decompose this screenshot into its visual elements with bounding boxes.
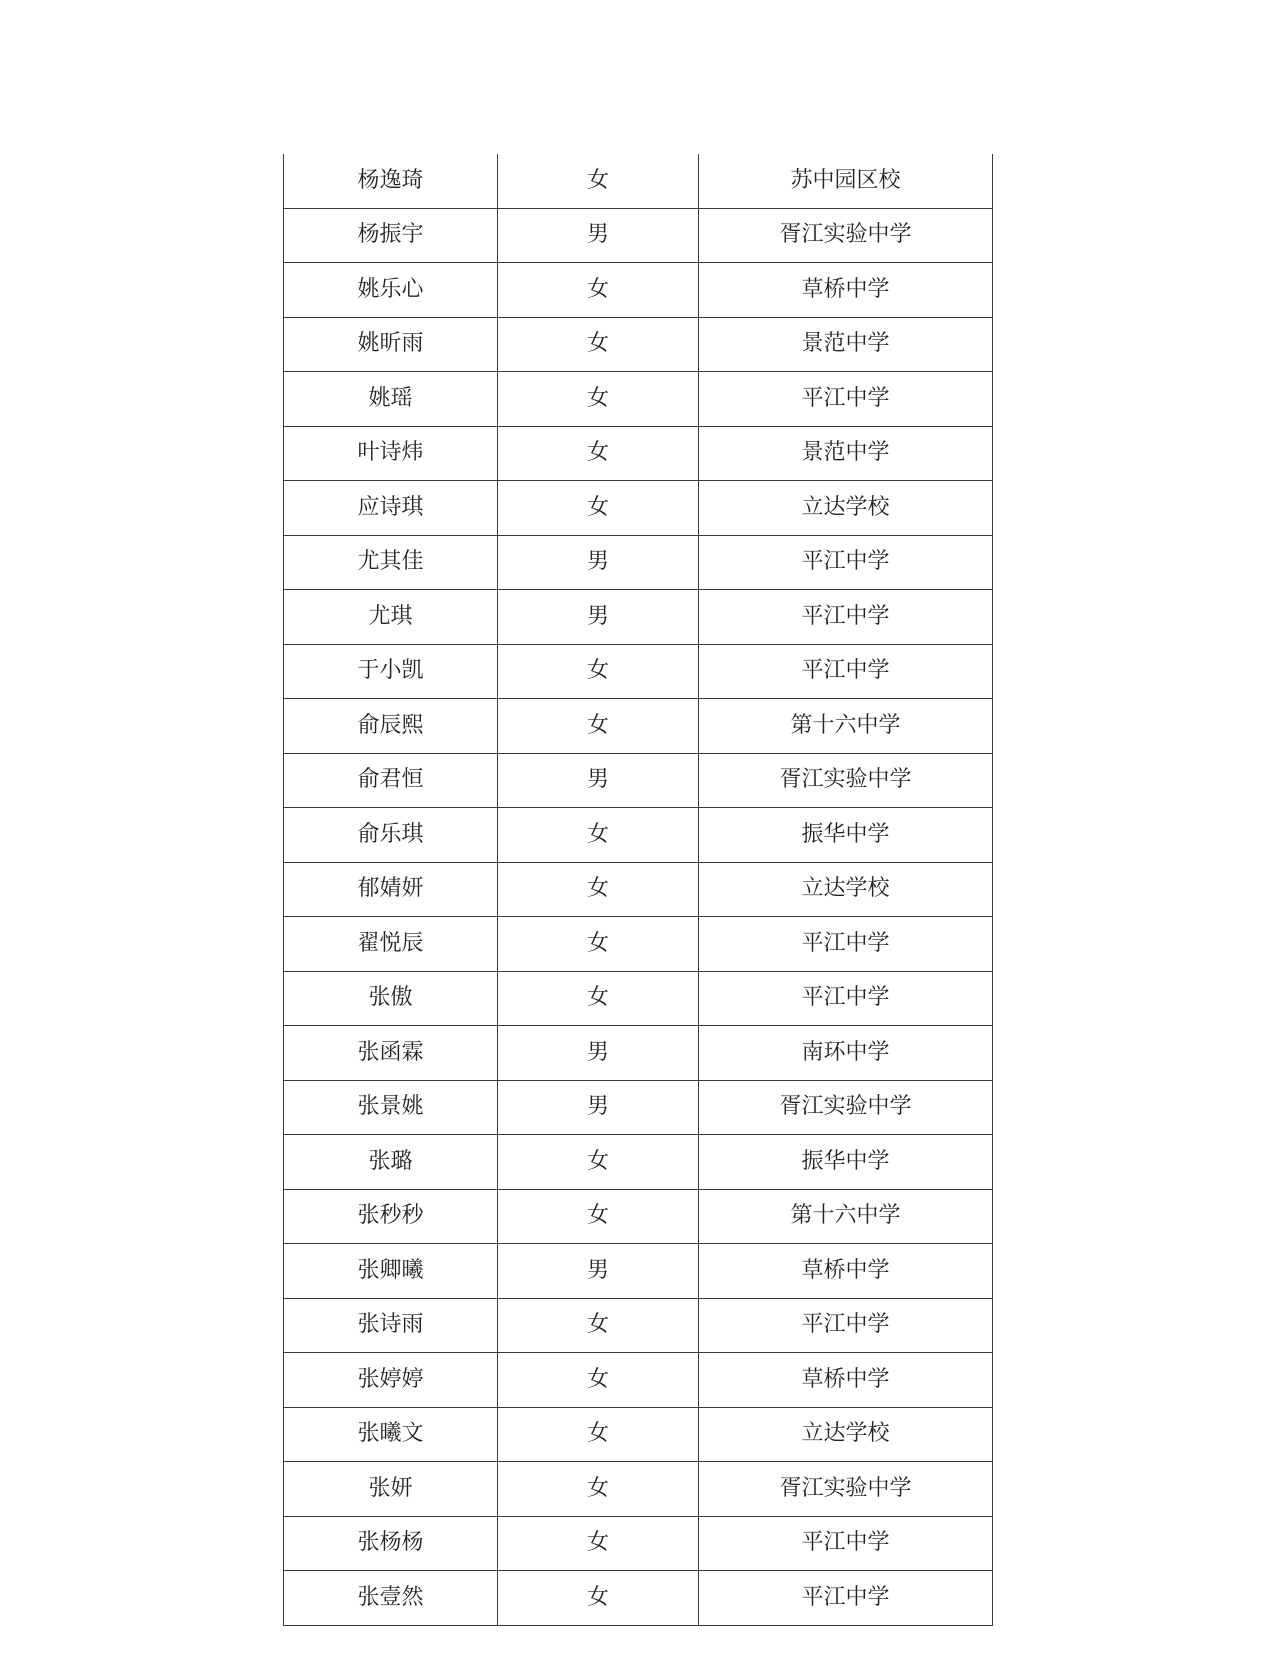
table-row — [284, 699, 993, 754]
table-row — [284, 1026, 993, 1081]
table-row — [284, 1353, 993, 1408]
name-cell: 应诗琪 — [284, 481, 498, 536]
name-cell: 张函霖 — [284, 1026, 498, 1081]
name-cell: 张杨杨 — [284, 1516, 498, 1571]
table-row — [284, 1189, 993, 1244]
gender-cell: 女 — [498, 1135, 699, 1190]
name-cell: 张诗雨 — [284, 1298, 498, 1353]
school-cell: 胥江实验中学 — [699, 1462, 993, 1517]
table-row — [284, 1080, 993, 1135]
table-row — [284, 317, 993, 372]
name-cell: 尤琪 — [284, 590, 498, 645]
school-cell: 草桥中学 — [699, 1244, 993, 1299]
name-cell: 张景姚 — [284, 1080, 498, 1135]
gender-cell: 女 — [498, 263, 699, 318]
gender-cell: 女 — [498, 862, 699, 917]
table-row — [284, 426, 993, 481]
table-row — [284, 808, 993, 863]
school-cell: 第十六中学 — [699, 699, 993, 754]
name-cell: 张曦文 — [284, 1407, 498, 1462]
gender-cell: 男 — [498, 208, 699, 263]
school-cell: 景范中学 — [699, 317, 993, 372]
table-row — [284, 1244, 993, 1299]
school-cell: 第十六中学 — [699, 1189, 993, 1244]
school-cell: 草桥中学 — [699, 263, 993, 318]
table-row — [284, 208, 993, 263]
gender-cell: 女 — [498, 699, 699, 754]
school-cell: 平江中学 — [699, 535, 993, 590]
table-row — [284, 971, 993, 1026]
name-cell: 张婷婷 — [284, 1353, 498, 1408]
table-row — [284, 263, 993, 318]
school-cell: 振华中学 — [699, 808, 993, 863]
school-cell: 平江中学 — [699, 1298, 993, 1353]
name-cell: 张秒秒 — [284, 1189, 498, 1244]
gender-cell: 女 — [498, 426, 699, 481]
table-row — [284, 535, 993, 590]
gender-cell: 女 — [498, 1571, 699, 1626]
name-cell: 俞辰熙 — [284, 699, 498, 754]
name-cell: 郁婧妍 — [284, 862, 498, 917]
school-cell: 平江中学 — [699, 372, 993, 427]
table-row — [284, 481, 993, 536]
gender-cell: 女 — [498, 971, 699, 1026]
name-cell: 俞君恒 — [284, 753, 498, 808]
gender-cell: 女 — [498, 1407, 699, 1462]
gender-cell: 女 — [498, 1298, 699, 1353]
name-cell: 尤其佳 — [284, 535, 498, 590]
name-cell: 张妍 — [284, 1462, 498, 1517]
roster-body — [284, 154, 993, 1625]
name-cell: 于小凯 — [284, 644, 498, 699]
student-roster-table — [283, 154, 993, 1626]
table-row — [284, 1135, 993, 1190]
school-cell: 景范中学 — [699, 426, 993, 481]
school-cell: 平江中学 — [699, 1516, 993, 1571]
table-row — [284, 590, 993, 645]
gender-cell: 男 — [498, 590, 699, 645]
table-row — [284, 753, 993, 808]
name-cell: 张卿曦 — [284, 1244, 498, 1299]
school-cell: 胥江实验中学 — [699, 1080, 993, 1135]
name-cell: 杨逸琦 — [284, 154, 498, 208]
gender-cell: 女 — [498, 644, 699, 699]
gender-cell: 女 — [498, 1516, 699, 1571]
name-cell: 姚乐心 — [284, 263, 498, 318]
name-cell: 张璐 — [284, 1135, 498, 1190]
school-cell: 立达学校 — [699, 1407, 993, 1462]
school-cell: 振华中学 — [699, 1135, 993, 1190]
name-cell: 翟悦辰 — [284, 917, 498, 972]
school-cell: 平江中学 — [699, 590, 993, 645]
table-row — [284, 917, 993, 972]
school-cell: 平江中学 — [699, 917, 993, 972]
gender-cell: 男 — [498, 1026, 699, 1081]
school-cell: 平江中学 — [699, 1571, 993, 1626]
school-cell: 立达学校 — [699, 862, 993, 917]
gender-cell: 女 — [498, 154, 699, 208]
table-row — [284, 1462, 993, 1517]
name-cell: 姚昕雨 — [284, 317, 498, 372]
table-row — [284, 154, 993, 208]
gender-cell: 女 — [498, 317, 699, 372]
name-cell: 叶诗炜 — [284, 426, 498, 481]
table-row — [284, 644, 993, 699]
gender-cell: 男 — [498, 535, 699, 590]
table-row — [284, 1571, 993, 1626]
school-cell: 南环中学 — [699, 1026, 993, 1081]
table-row — [284, 372, 993, 427]
table-row — [284, 1407, 993, 1462]
name-cell: 姚瑶 — [284, 372, 498, 427]
gender-cell: 男 — [498, 1080, 699, 1135]
school-cell: 胥江实验中学 — [699, 208, 993, 263]
name-cell: 张傲 — [284, 971, 498, 1026]
gender-cell: 女 — [498, 808, 699, 863]
name-cell: 杨振宇 — [284, 208, 498, 263]
school-cell: 胥江实验中学 — [699, 753, 993, 808]
school-cell: 立达学校 — [699, 481, 993, 536]
table-row — [284, 1516, 993, 1571]
name-cell: 张壹然 — [284, 1571, 498, 1626]
gender-cell: 男 — [498, 753, 699, 808]
gender-cell: 女 — [498, 1353, 699, 1408]
gender-cell: 女 — [498, 372, 699, 427]
school-cell: 草桥中学 — [699, 1353, 993, 1408]
name-cell: 俞乐琪 — [284, 808, 498, 863]
table-row — [284, 1298, 993, 1353]
school-cell: 苏中园区校 — [699, 154, 993, 208]
gender-cell: 女 — [498, 481, 699, 536]
school-cell: 平江中学 — [699, 971, 993, 1026]
table-row — [284, 862, 993, 917]
school-cell: 平江中学 — [699, 644, 993, 699]
gender-cell: 女 — [498, 917, 699, 972]
gender-cell: 女 — [498, 1189, 699, 1244]
gender-cell: 女 — [498, 1462, 699, 1517]
gender-cell: 男 — [498, 1244, 699, 1299]
